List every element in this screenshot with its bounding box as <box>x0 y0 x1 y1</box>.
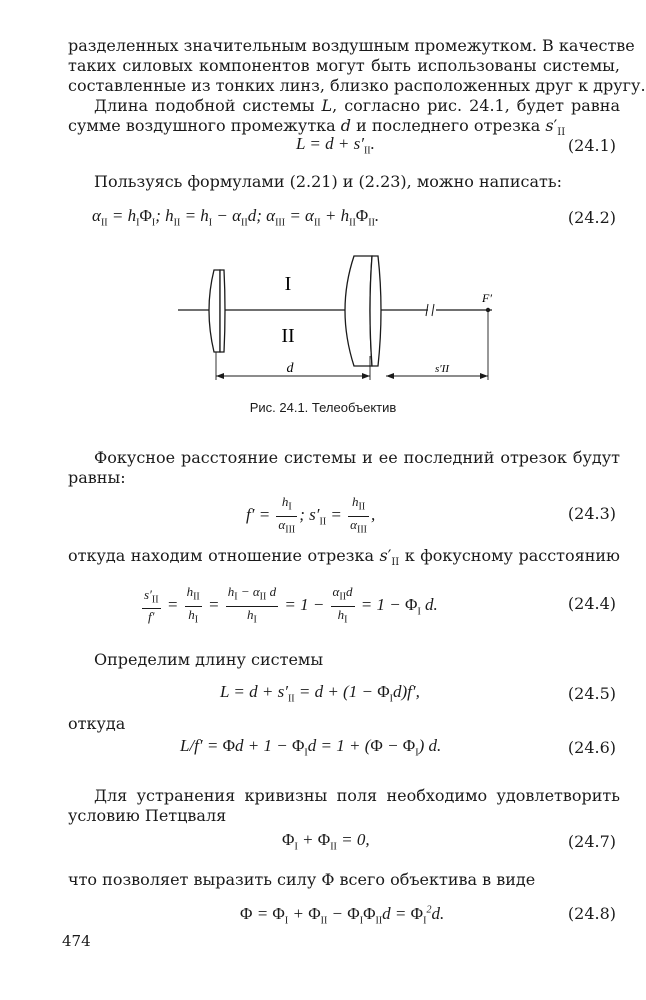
group-label-1: I <box>284 273 292 295</box>
paragraph-line: разделенных значительным воздушным промежутком. В качестве <box>68 36 635 55</box>
paragraph-line: таких силовых компонентов могут быть использованы системы, <box>68 56 620 75</box>
paragraph-line: Определим длину системы <box>94 650 324 669</box>
group-label-2: II <box>281 325 295 347</box>
axis-break-mark <box>426 304 434 316</box>
front-lens-element <box>220 270 225 352</box>
equation-number: (24.4) <box>567 594 616 613</box>
equation-24-6: $L/f' = \Phi d + 1 - \Phi_Id = 1 + (\Phi - \Phi_I)$ d. <box>180 736 442 759</box>
equation-number: (24.3) <box>567 504 616 523</box>
dimension-d-label: d <box>286 361 294 376</box>
equation-24-2: $\alpha_{II} = h_I\Phi_I$; $h_{II} = h_I - \alpha_{II}d$; $\alpha_{III} = \alpha_{II} + h_{II}\Phi_{II}$. <box>92 206 380 229</box>
equation-number: (24.2) <box>567 208 616 227</box>
telephoto-lens-diagram <box>170 252 510 392</box>
equation-24-3: f′ = $\frac{h_I}{\alpha_{III}}$ ; $s'_{II}$ = $\frac{h_{II}}{\alpha_{III}}$ , <box>246 494 376 536</box>
page-number: 474 <box>62 932 91 950</box>
focal-point-label: F′ <box>482 291 492 305</box>
rear-lens-element <box>370 256 381 366</box>
equation-24-7: $\Phi_I + \Phi_{II} = 0$, <box>282 830 370 853</box>
equation-24-4: $\frac{s'_{II}}{f'}$ = $\frac{h_{II}}{h_I}$ = $\frac{h_I - \alpha_{II} d}{h_I}$ = 1 − $\frac{\alpha_{II}d}{h_I}$ = $1 - \Phi_I$ d. <box>144 584 438 626</box>
paragraph-line: Пользуясь формулами (2.21) и (2.23), можно написать: <box>94 172 562 191</box>
paragraph-line: откуда находим отношение отрезка $s'_{II}$ к фокусному расстоянию <box>68 546 620 569</box>
paragraph-line: составленные из тонких линз, близко расположенных друг к другу. <box>68 76 646 95</box>
figure-caption: Рис. 24.1. Телеобъектив <box>249 400 397 415</box>
equation-number: (24.8) <box>567 904 616 923</box>
paragraph-line: Для устранения кривизны поля необходимо удовлетворить <box>94 786 620 805</box>
paragraph-line: Длина подобной системы L, согласно рис. 24.1, будет равна <box>94 96 621 115</box>
focal-point <box>486 308 490 312</box>
paragraph-line: откуда <box>68 714 126 733</box>
rear-lens-element <box>345 256 372 366</box>
equation-24-1: $L = d + s'_{II}$. <box>296 134 375 157</box>
equation-number: (24.1) <box>567 136 616 155</box>
dimension-s-label: s′II <box>434 363 450 375</box>
equation-24-5: $L = d + s'_{II} = d + (1 - \Phi_Id)f'$, <box>220 682 420 705</box>
paragraph-line: равны: <box>68 468 126 487</box>
equation-24-8: $\Phi = \Phi_I + \Phi_{II} - \Phi_I\Phi_{II}d = \Phi_I^2d$. <box>240 904 445 927</box>
equation-number: (24.5) <box>567 684 616 703</box>
paragraph-line: условию Петцваля <box>68 806 227 825</box>
paragraph-line: что позволяет выразить силу Φ всего объектива в виде <box>68 870 536 889</box>
equation-number: (24.6) <box>567 738 616 757</box>
equation-number: (24.7) <box>567 832 616 851</box>
paragraph-line: сумме воздушного промежутка d и последнего отрезка $s'_{II}$ <box>68 116 566 139</box>
front-lens-element <box>209 270 220 352</box>
paragraph-line: Фокусное расстояние системы и ее последний отрезок будут <box>94 448 620 467</box>
